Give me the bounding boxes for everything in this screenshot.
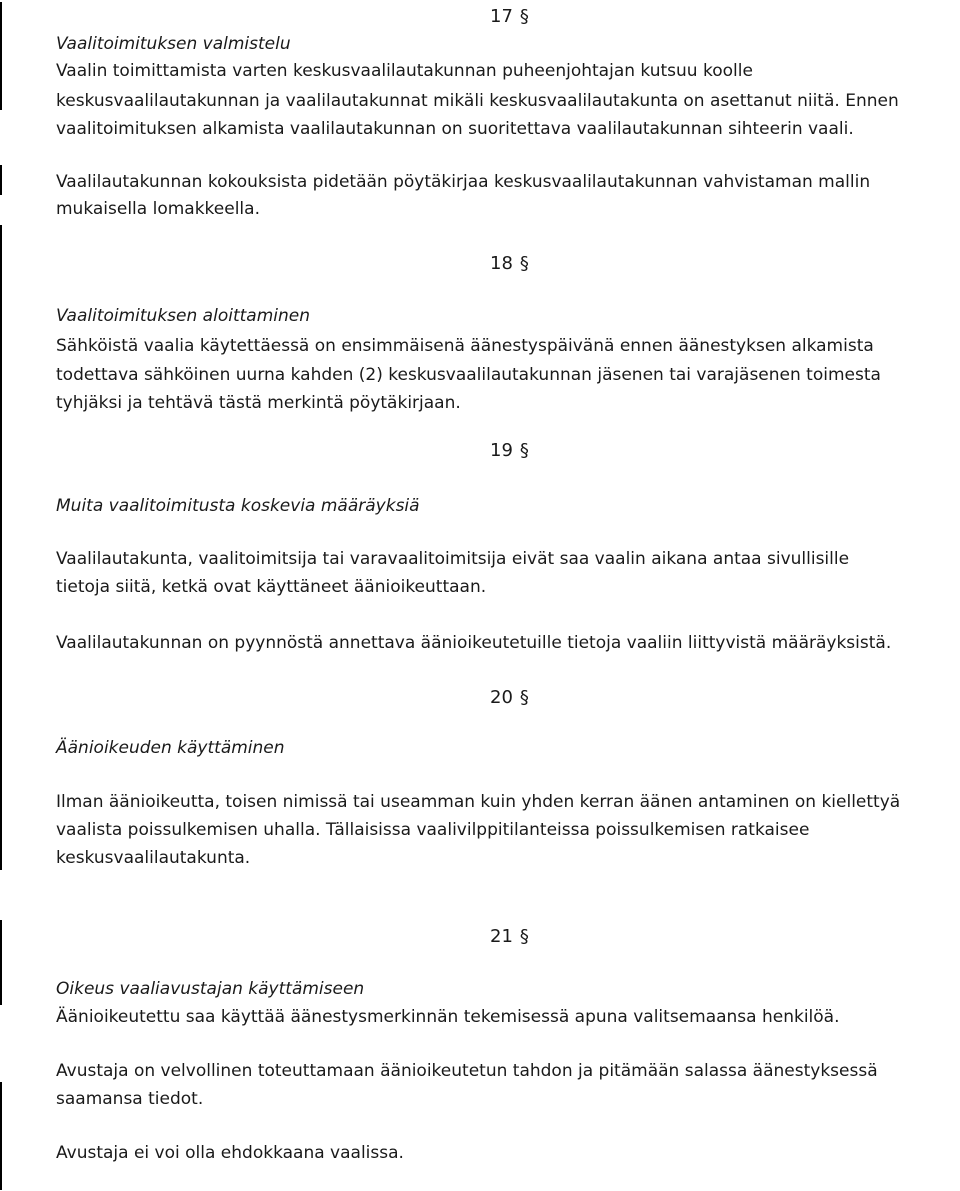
paragraph-line: tyhjäksi ja tehtävä tästä merkintä pöytäkirjaan. (56, 393, 461, 413)
section-21-heading: Oikeus vaaliavustajan käyttämiseen (56, 979, 365, 999)
section-number: 18 (490, 253, 513, 274)
paragraph-line: Vaalilautakunnan on pyynnöstä annettava äänioikeutetuille tietoja vaaliin liittyvistä määräyksistä. (56, 633, 892, 653)
paragraph-line: saamansa tiedot. (56, 1089, 204, 1109)
change-bar (0, 165, 2, 195)
section-number: 20 (490, 687, 513, 708)
section-symbol: § (519, 253, 529, 274)
paragraph-line: Sähköistä vaalia käytettäessä on ensimmäisenä äänestyspäivänä ennen äänestyksen alkamista (56, 336, 874, 356)
paragraph-line: Avustaja on velvollinen toteuttamaan äänioikeutetun tahdon ja pitämään salassa äänestyksessä (56, 1061, 878, 1081)
paragraph-line: keskusvaalilautakunta. (56, 848, 251, 868)
paragraph-line: Avustaja ei voi olla ehdokkaana vaalissa. (56, 1143, 404, 1163)
section-symbol: § (519, 687, 529, 708)
section-number: 19 (490, 440, 513, 461)
section-20-number (490, 686, 529, 710)
section-18-number (490, 252, 529, 276)
paragraph-line: Vaalilautakunnan kokouksista pidetään pöytäkirjaa keskusvaalilautakunnan vahvistaman mallin (56, 172, 871, 192)
section-symbol: § (519, 6, 529, 27)
paragraph-line: Äänioikeutettu saa käyttää äänestysmerkinnän tekemisessä apuna valitsemaansa henkilöä. (56, 1007, 840, 1027)
paragraph-line: Vaalilautakunta, vaalitoimitsija tai varavaalitoimitsija eivät saa vaalin aikana antaa sivullisille (56, 549, 850, 569)
change-bar (0, 225, 2, 870)
change-bar (0, 1082, 2, 1190)
section-19-heading: Muita vaalitoimitusta koskevia määräyksiä (56, 496, 420, 516)
section-18-heading: Vaalitoimituksen aloittaminen (56, 306, 310, 326)
section-number: 17 (490, 6, 513, 27)
section-19-number (490, 439, 529, 463)
section-20-heading: Äänioikeuden käyttäminen (56, 738, 285, 758)
paragraph-line: mukaisella lomakkeella. (56, 199, 260, 219)
change-bar (0, 920, 2, 1005)
section-21-number (490, 925, 529, 949)
change-bar (0, 2, 2, 110)
paragraph-line: tietoja siitä, ketkä ovat käyttäneet äänioikeuttaan. (56, 577, 487, 597)
section-17-number (490, 5, 529, 29)
section-17-heading: Vaalitoimituksen valmistelu (56, 34, 291, 54)
paragraph-line: Vaalin toimittamista varten keskusvaalilautakunnan puheenjohtajan kutsuu koolle (56, 61, 753, 81)
paragraph-line: todettava sähköinen uurna kahden (2) keskusvaalilautakunnan jäsenen tai varajäsenen toimesta (56, 365, 881, 385)
paragraph-line: Ilman äänioikeutta, toisen nimissä tai useamman kuin yhden kerran äänen antaminen on kiellettyä (56, 792, 901, 812)
section-symbol: § (519, 926, 529, 947)
paragraph-line: vaalista poissulkemisen uhalla. Tällaisissa vaalivilppitilanteissa poissulkemisen ratkaisee (56, 820, 810, 840)
section-number: 21 (490, 926, 513, 947)
paragraph-line: vaalitoimituksen alkamista vaalilautakunnan on suoritettava vaalilautakunnan sihteerin vaali. (56, 119, 854, 139)
paragraph-line: keskusvaalilautakunnan ja vaalilautakunnat mikäli keskusvaalilautakunta on asettanut niitä. Ennen (56, 91, 899, 111)
section-symbol: § (519, 440, 529, 461)
